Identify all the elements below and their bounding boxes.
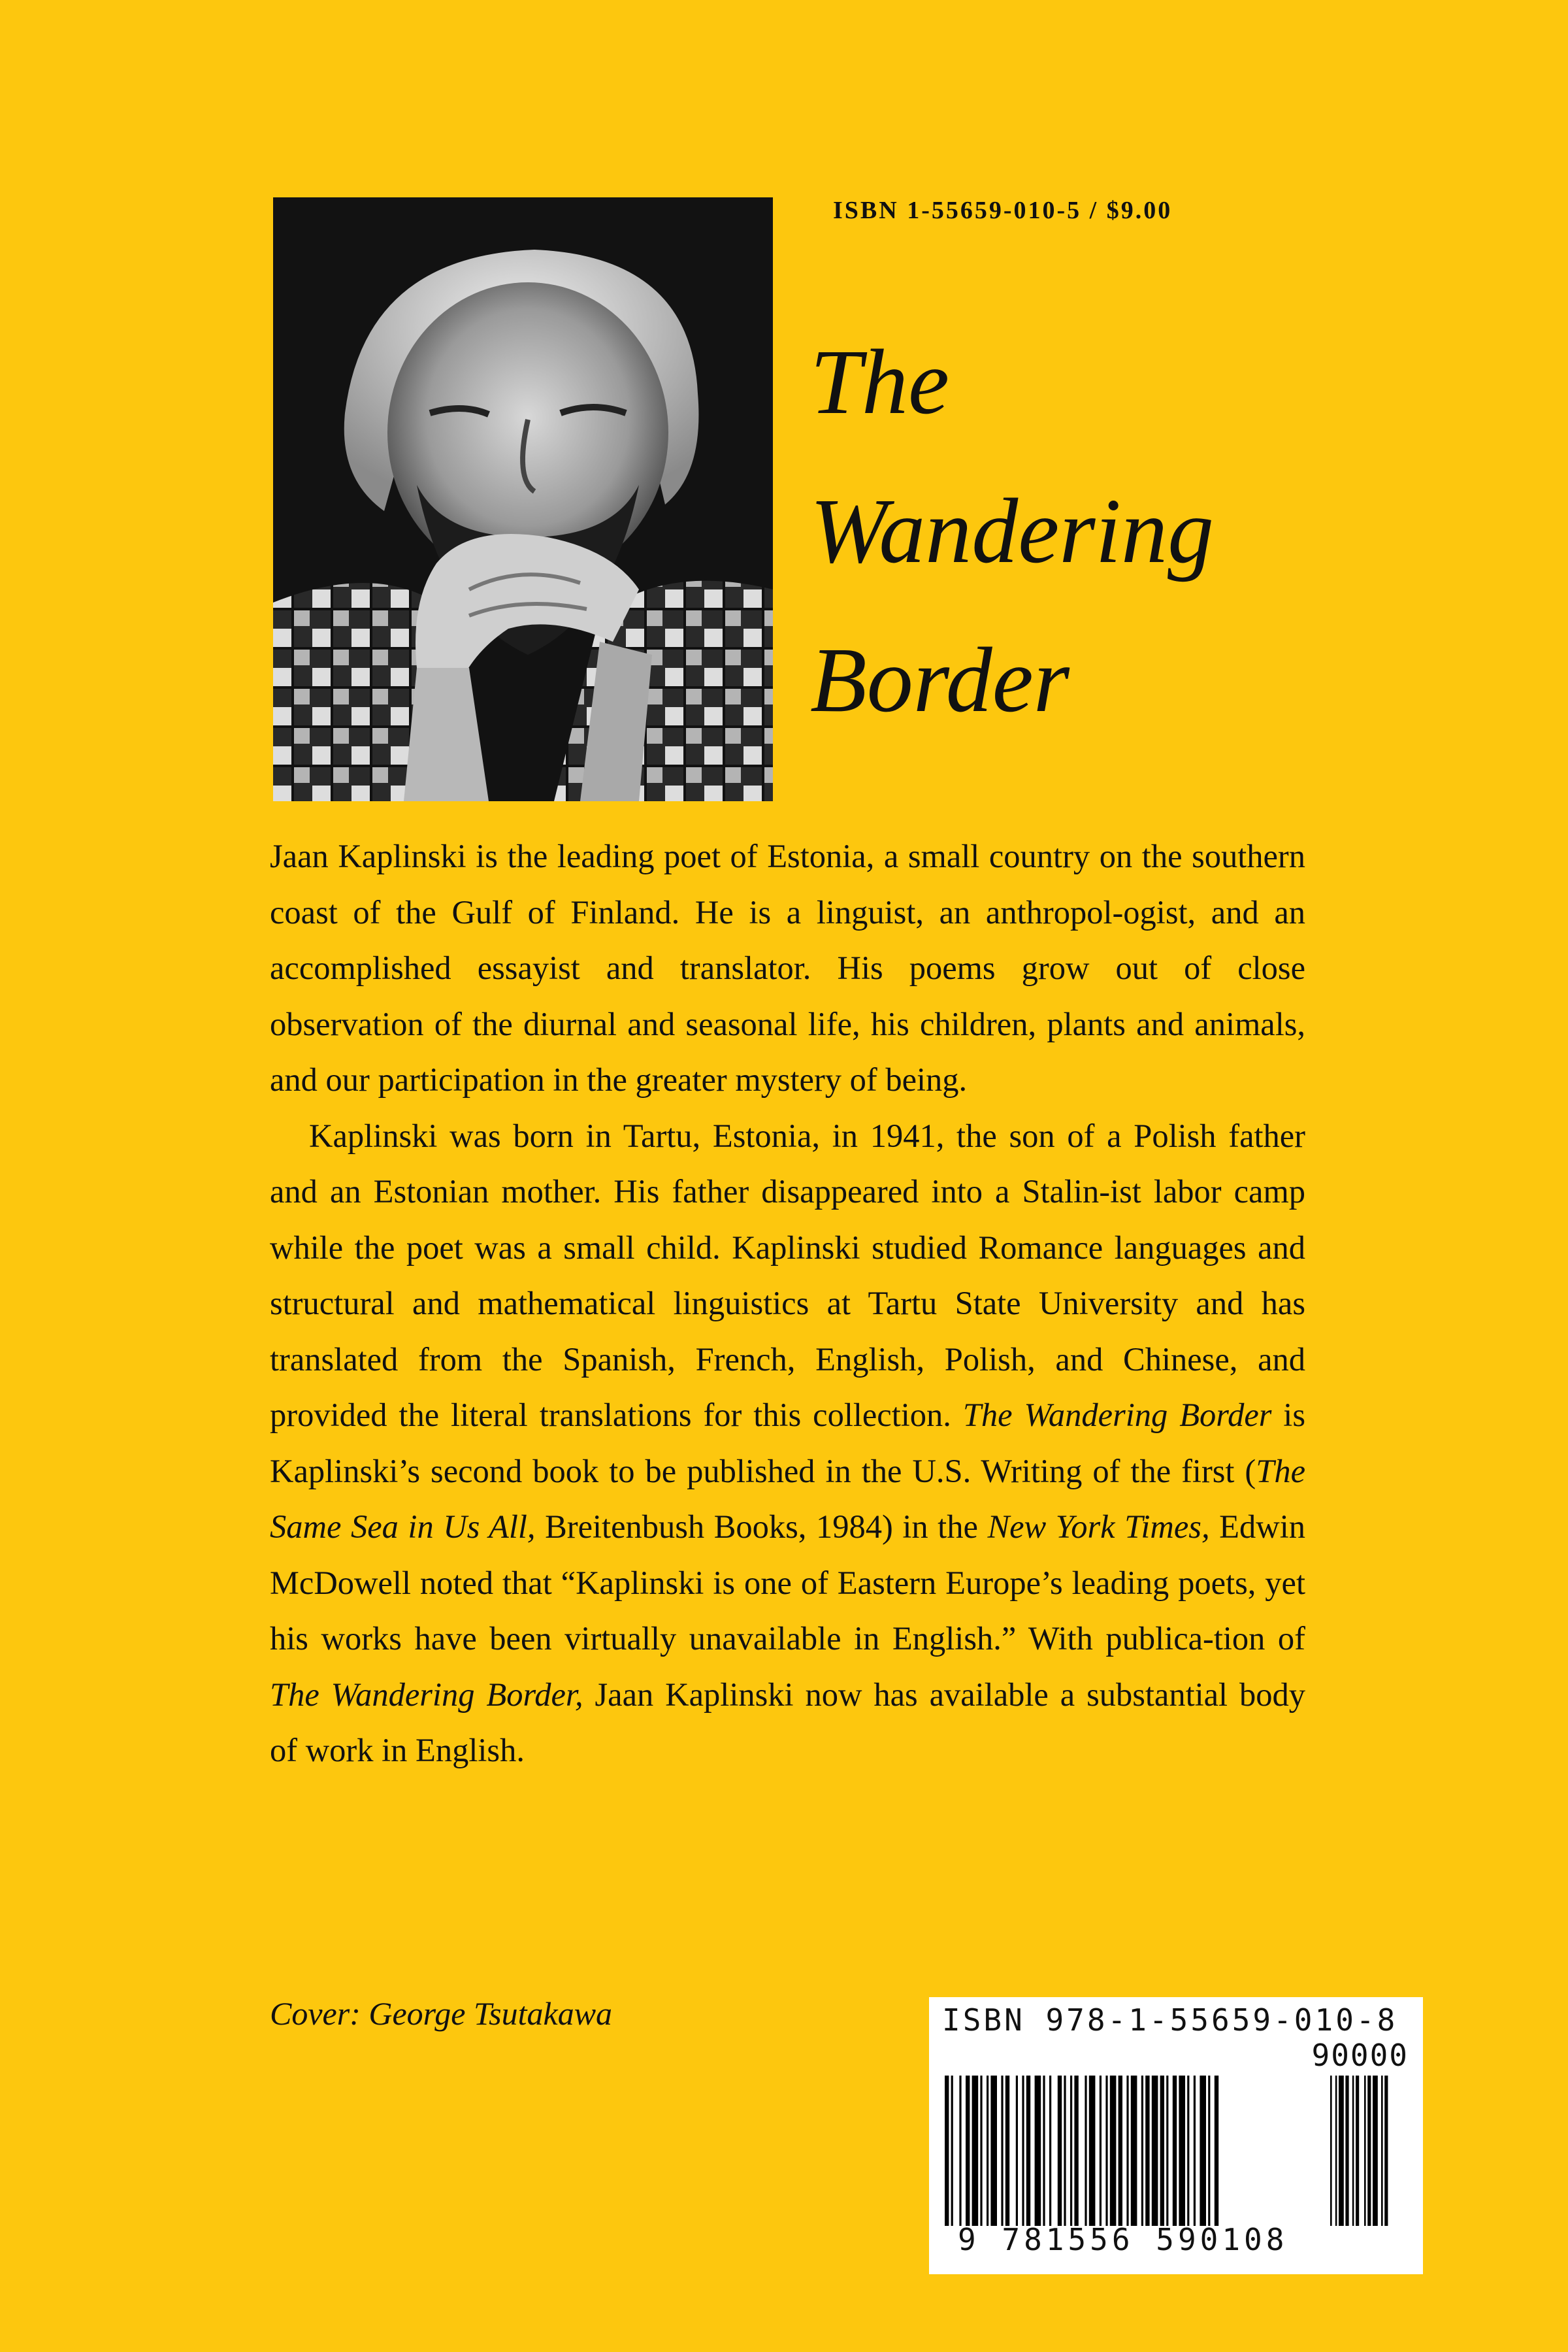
- p2-text-e: Breitenbush Books, 1984) in the: [535, 1508, 988, 1545]
- barcode-bar: [1022, 2076, 1024, 2226]
- barcode-bar: [1049, 2076, 1051, 2226]
- barcode-bar: [1058, 2076, 1062, 2226]
- p2-text-g: Edwin McDowell noted that “Kaplinski is one of Eastern Europe’s leading poets, yet his works have been virtually unavailable in English.” With publica-tion of: [270, 1508, 1305, 1657]
- barcode-bar: [1005, 2076, 1009, 2226]
- barcode-bar: [1110, 2076, 1117, 2226]
- barcode-addon-bar: [1335, 2076, 1337, 2226]
- p2-italic-title: The Wandering Border: [962, 1397, 1272, 1433]
- barcode-bar: [1152, 2076, 1158, 2226]
- barcode-bar: [987, 2076, 988, 2226]
- barcode-bar: [1215, 2076, 1218, 2226]
- title-line-2: Wandering: [810, 479, 1214, 582]
- barcode-addon-bar: [1330, 2076, 1332, 2226]
- barcode-bar: [1105, 2076, 1107, 2226]
- barcode-number: 9 781556 590108: [958, 2222, 1288, 2257]
- barcode-bar: [1200, 2076, 1206, 2226]
- barcode-bar: [990, 2076, 997, 2226]
- barcode-addon-bar: [1352, 2076, 1354, 2226]
- paragraph-1: Jaan Kaplinski is the leading poet of Estonia, a small country on the southern coast of the Gulf of Finland. He is a linguist, an anthropol-ogist, and an accomplished essayist and translator. His poems grow out of close observation of the diurnal and seasonal life, his children, plants and animals, and our participation in the greater mystery of being.: [270, 838, 1305, 1098]
- barcode-bar: [1208, 2076, 1210, 2226]
- barcode-addon-bar: [1339, 2076, 1344, 2226]
- barcode-bar: [945, 2076, 949, 2226]
- title-line-3: Border: [810, 628, 1070, 731]
- paragraph-2: [270, 1108, 1305, 1779]
- barcode-bar: [1074, 2076, 1078, 2226]
- cover-credit: Cover: George Tsutakawa: [270, 1995, 613, 2032]
- barcode-addon-bar: [1364, 2076, 1366, 2226]
- barcode-bar: [951, 2076, 953, 2226]
- isbn-price-line: ISBN 1-55659-010-5 / $9.00: [833, 197, 1173, 224]
- barcode-bar: [1173, 2076, 1177, 2226]
- barcode-bar: [1145, 2076, 1149, 2226]
- barcode-bar: [966, 2076, 970, 2226]
- barcode-bar: [1026, 2076, 1030, 2226]
- barcode-bar: [959, 2076, 961, 2226]
- barcode-bar: [1179, 2076, 1185, 2226]
- barcode-addon-bar: [1356, 2076, 1359, 2226]
- barcode-bar: [1166, 2076, 1168, 2226]
- barcode-addon-number: 90000: [1311, 2038, 1409, 2073]
- barcode-bar: [1119, 2076, 1122, 2226]
- p2-italic-first-book: The Same Sea in Us All,: [270, 1452, 1305, 1545]
- barcode-bars: [945, 2076, 1409, 2226]
- barcode-bar: [1035, 2076, 1041, 2226]
- book-title: [810, 307, 1214, 754]
- barcode-bar: [972, 2076, 979, 2226]
- barcode-bar: [1016, 2076, 1018, 2226]
- barcode-bar: [1070, 2076, 1072, 2226]
- barcode-bar: [1126, 2076, 1128, 2226]
- barcode-bar: [1089, 2076, 1096, 2226]
- author-photo: [273, 197, 773, 801]
- barcode-addon-bar: [1373, 2076, 1378, 2226]
- barcode-bar: [1131, 2076, 1137, 2226]
- barcode-bar: [1064, 2076, 1066, 2226]
- barcode-bar: [1001, 2076, 1003, 2226]
- description: [270, 829, 1305, 1779]
- barcode-bar: [1085, 2076, 1086, 2226]
- p2-italic-nyt: New York Times,: [987, 1508, 1210, 1545]
- barcode-bar: [1160, 2076, 1164, 2226]
- barcode-addon-bar: [1381, 2076, 1383, 2226]
- barcode-addon-bar: [1367, 2076, 1371, 2226]
- author-portrait-image: [273, 197, 773, 801]
- barcode-bar: [1100, 2076, 1102, 2226]
- barcode-bar: [1194, 2076, 1196, 2226]
- barcode: [929, 1997, 1423, 2274]
- barcode-bar: [1043, 2076, 1045, 2226]
- barcode-addon-bar: [1345, 2076, 1348, 2226]
- p2-italic-title-2: The Wandering Border,: [270, 1676, 583, 1713]
- p2-text-c: is Kaplinski’s second book to be published in the U.S. Writing of the first (: [270, 1397, 1305, 1489]
- barcode-addon-bar: [1384, 2076, 1388, 2226]
- barcode-bar: [980, 2076, 982, 2226]
- barcode-bar: [1187, 2076, 1189, 2226]
- barcode-isbn-label: ISBN 978-1-55659-010-8: [942, 2002, 1398, 2038]
- barcode-bar: [1141, 2076, 1143, 2226]
- title-line-1: The: [810, 330, 949, 433]
- p2-text-a: Kaplinski was born in Tartu, Estonia, in 1941, the son of a Polish father and an Estonian mother. His father disappeared into a Stalin-ist labor camp while the poet was a small child. Kaplinski studied Romance languages and structural and mathematical linguistics at Tartu State University and has translated from the Spanish, French, English, Polish, and Chinese, and provided the literal translations for this collection.: [270, 1117, 1305, 1433]
- p2-text-i: Jaan Kaplinski now has available a substantial body of work in English.: [270, 1676, 1305, 1768]
